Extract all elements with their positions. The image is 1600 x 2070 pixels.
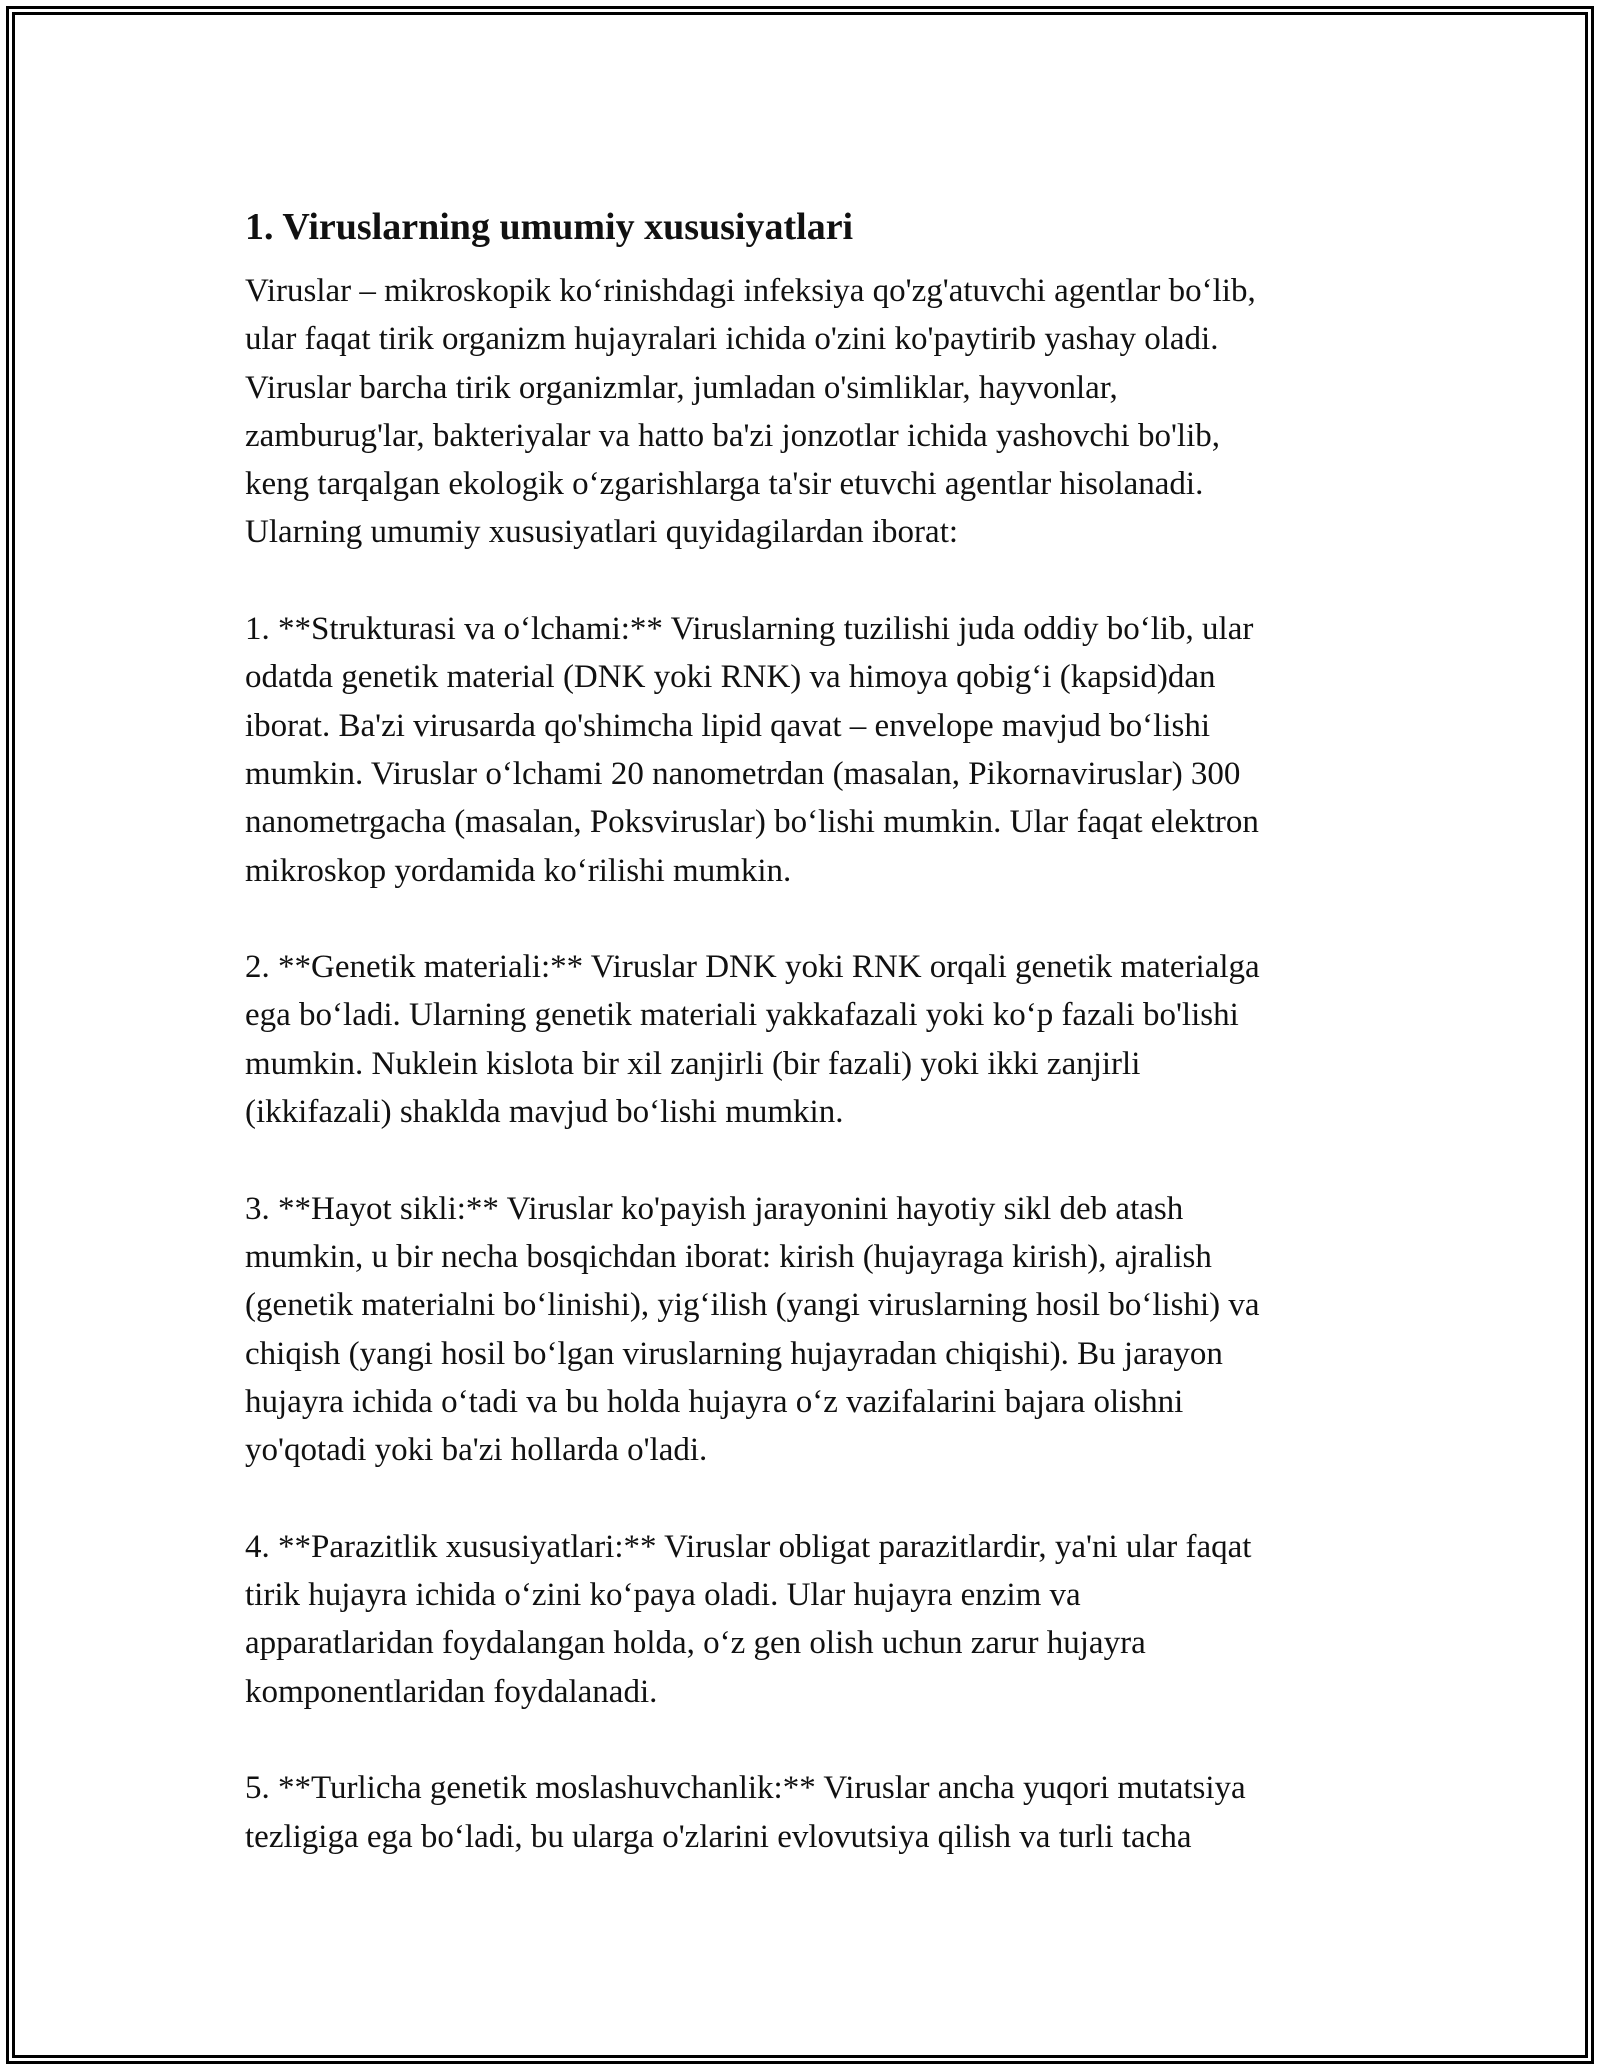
text-line: 4. **Parazitlik xususiyatlari:** Viruslar obligat parazitlardir, ya'ni ular faqat: [245, 1528, 1252, 1565]
text-line: (genetik materialni boʻlinishi), yigʻilish (yangi viruslarning hosil boʻlishi) va: [245, 1287, 1260, 1324]
text-line: Ularning umumiy xususiyatlari quyidagilardan iborat:: [245, 514, 959, 551]
text-line: keng tarqalgan ekologik oʻzgarishlarga ta'sir etuvchi agentlar hisolanadi.: [245, 466, 1204, 503]
page-border-outer: [6, 6, 1594, 2064]
text-line: mumkin. Nuklein kislota bir xil zanjirli (bir fazali) yoki ikki zanjirli: [245, 1045, 1141, 1082]
list-item-genetic-adaptability: [245, 1764, 1385, 1861]
text-line: 2. **Genetik materiali:** Viruslar DNK yoki RNK orqali genetik materialga: [245, 949, 1260, 986]
text-line: 3. **Hayot sikli:** Viruslar ko'payish jarayonini hayotiy sikl deb atash: [245, 1190, 1184, 1227]
text-line: 5. **Turlicha genetik moslashuvchanlik:** Viruslar ancha yuqori mutatsiya: [245, 1770, 1246, 1807]
text-line: 1. **Strukturasi va oʻlchami:** Viruslarning tuzilishi juda oddiy boʻlib, ular: [245, 611, 1254, 648]
text-line: zamburug'lar, bakteriyalar va hatto ba'zi jonzotlar ichida yashovchi bo'lib,: [245, 417, 1220, 454]
text-line: mikroskop yordamida koʻrilishi mumkin.: [245, 852, 792, 889]
page-border-inner: [12, 12, 1588, 2058]
list-item-genetic-material: [245, 943, 1385, 1136]
text-line: Viruslar barcha tirik organizmlar, jumladan o'simliklar, hayvonlar,: [245, 369, 1118, 406]
text-line: apparatlaridan foydalangan holda, oʻz gen olish uchun zarur hujayra: [245, 1625, 1146, 1662]
list-item-structure: [245, 605, 1385, 895]
text-line: chiqish (yangi hosil boʻlgan viruslarning hujayradan chiqishi). Bu jarayon: [245, 1335, 1223, 1372]
text-line: tirik hujayra ichida oʻzini koʻpaya oladi. Ular hujayra enzim va: [245, 1577, 1081, 1614]
text-line: tezligiga ega boʻladi, bu ularga o'zlarini evlovutsiya qilish va turli tacha: [245, 1818, 1192, 1855]
text-line: Viruslar – mikroskopik koʻrinishdagi infeksiya qo'zg'atuvchi agentlar boʻlib,: [245, 273, 1256, 309]
document-body: [245, 201, 1385, 1909]
list-item-life-cycle: [245, 1185, 1385, 1475]
text-line: mumkin, u bir necha bosqichdan iborat: kirish (hujayraga kirish), ajralish: [245, 1238, 1212, 1275]
text-line: komponentlaridan foydalanadi.: [245, 1673, 658, 1710]
text-line: hujayra ichida oʻtadi va bu holda hujayra oʻz vazifalarini bajara olishni: [245, 1383, 1184, 1420]
text-line: yo'qotadi yoki ba'zi hollarda o'ladi.: [245, 1432, 708, 1469]
text-line: ega boʻladi. Ularning genetik materiali yakkafazali yoki koʻp fazali bo'lishi: [245, 997, 1239, 1034]
text-line: iborat. Ba'zi virusarda qo'shimcha lipid qavat – envelope mavjud boʻlishi: [245, 707, 1210, 744]
text-line: (ikkifazali) shakldа mavjud boʻlishi mumkin.: [245, 1094, 844, 1131]
text-line: odatda genetik material (DNK yoki RNK) va himoya qobigʻi (kapsid)dan: [245, 659, 1216, 696]
document-title: 1. Viruslarning umumiy xususiyatlari: [245, 206, 854, 248]
text-line: nanometrgacha (masalan, Poksviruslar) boʻlishi mumkin. Ular faqat elektron: [245, 804, 1259, 841]
list-item-parasitism: [245, 1523, 1385, 1716]
text-line: mumkin. Viruslar oʻlchami 20 nanometrdan (masalan, Pikornaviruslar) 300: [245, 755, 1241, 792]
text-line: ular faqat tirik organizm hujayralari ichida o'zini ko'paytirib yashay oladi.: [245, 321, 1219, 358]
intro-paragraph: [245, 267, 1385, 557]
